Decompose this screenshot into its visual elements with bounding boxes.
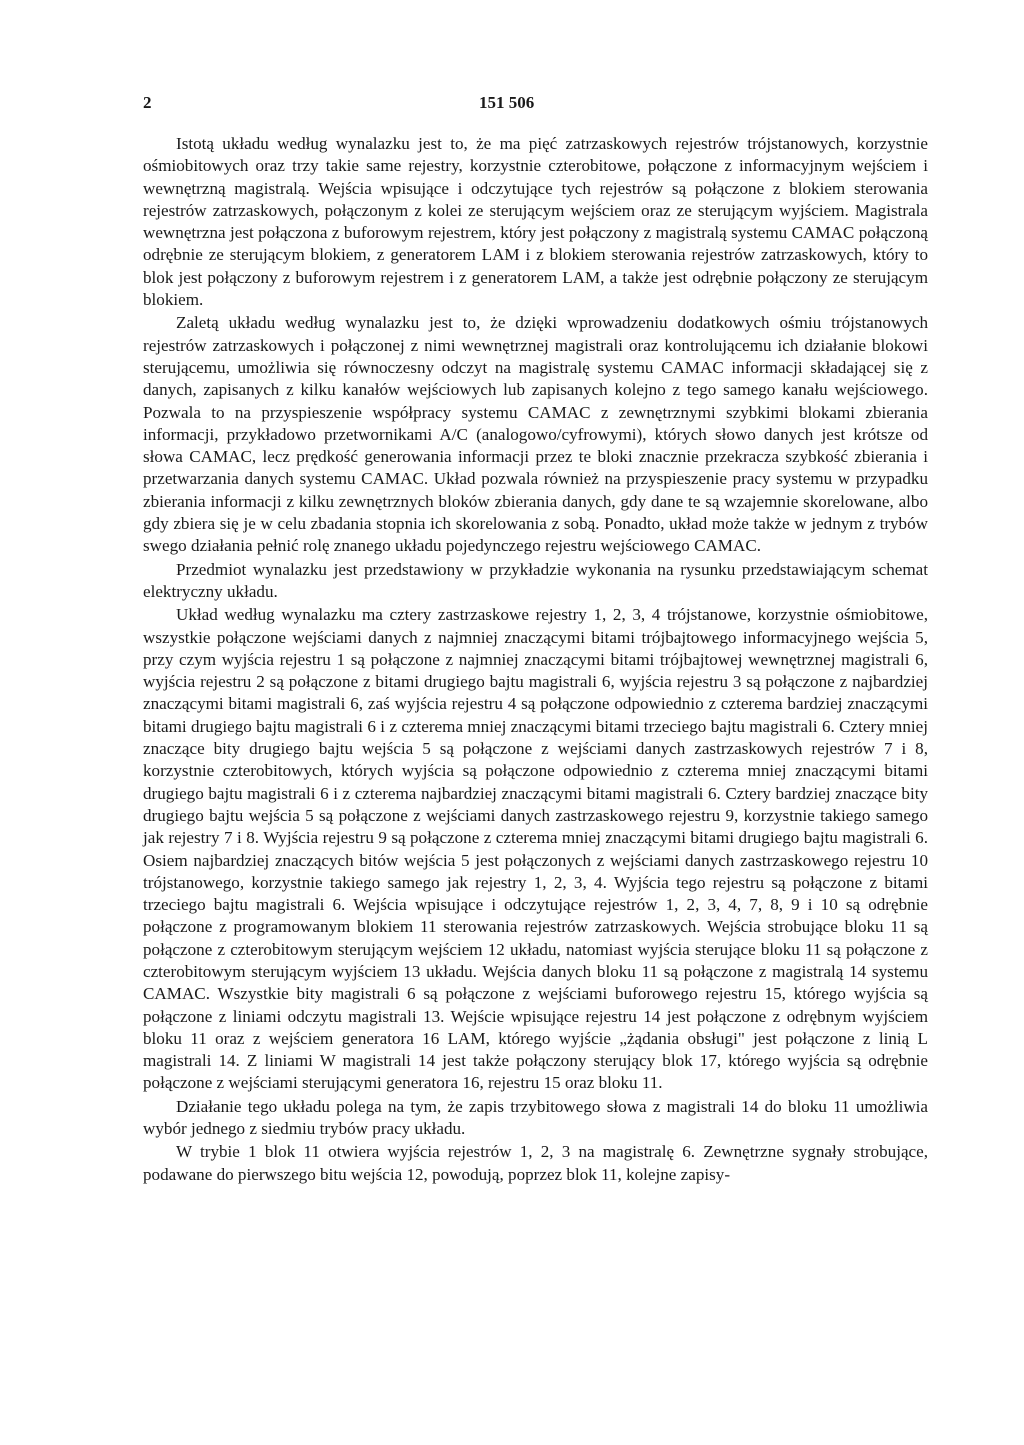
paragraph: Działanie tego układu polega na tym, że zapis trzybitowego słowa z magistrali 14 do bloku 11 umożliwia wybór jednego z siedmiu trybów pracy układu. (143, 1096, 928, 1139)
paragraph: Istotą układu według wynalazku jest to, że ma pięć zatrzaskowych rejestrów trójstanowych, korzystnie ośmiobitowych oraz trzy takie same rejestry, korzystnie czterobitowe, połączone z informacyjnym wejściem i wewnętrzną magistralą. Wejścia wpisujące i odczytujące tych rejestrów są połączone z blokiem sterowania rejestrów zatrzaskowych, połączonym z kolei ze sterującym wejściem oraz ze sterującym wyjściem. Magistrala wewnętrzna jest połączona z buforowym rejestrem, który jest połączony z magistralą systemu CAMAC połączoną odrębnie ze sterującym blokiem, z generatorem LAM i z blokiem sterowania rejestrów zatrzaskowych, który to blok jest połączony z buforowym rejestrem i z generatorem LAM, a także jest odrębnie połączony ze sterującym blokiem. (143, 134, 928, 310)
paragraph: W trybie 1 blok 11 otwiera wyjścia rejestrów 1, 2, 3 na magistralę 6. Zewnętrzne sygnały strobujące, podawane do pierwszego bitu wejścia 12, powodują, poprzez blok 11, kolejne zapisy- (143, 1142, 928, 1184)
page-header (143, 93, 930, 117)
body-text (143, 133, 928, 1186)
paragraph: Układ według wynalazku ma cztery zastrzaskowe rejestry 1, 2, 3, 4 trójstanowe, korzystnie ośmiobitowe, wszystkie połączone wejściami danych z najmniej znaczącymi bitami trójbajtowego informacyjnego wejścia 5, przy czym wyjścia rejestru 1 są połączone z najmniej znaczącymi bitami trójbajtowej wewnętrznej magistrali 6, wyjścia rejestru 2 są połączone z bitami drugiego bajtu magistrali 6, wyjścia rejestru 3 są połączone z najbardziej znaczącymi bitami magistrali 6, zaś wyjścia rejestru 4 są połączone odpowiednio z czterema bardziej znaczącymi bitami drugiego bajtu magistrali 6 i z czterema mniej znaczącymi bitami trzeciego bajtu magistrali 6. Cztery mniej znaczące bity drugiego bajtu wejścia 5 są połączone z wejściami danych zastrzaskowych rejestrów 7 i 8, korzystnie czterobitowych, których wyjścia są połączone odpowiednio z czterema mniej znaczącymi bitami drugiego bajtu magistrali 6 i z czterema najbardziej znaczącymi bitami magistrali 6. Cztery bardziej znaczące bity drugiego bajtu wejścia 5 są połączone z wejściami danych zastrzaskowego rejestru 9, korzystnie takiego samego jak rejestry 7 i 8. Wyjścia rejestru 9 są połączone z czterema mniej znaczącymi bitami drugiego bajtu magistrali 6. Osiem najbardziej znaczących bitów wejścia 5 jest połączonych z wejściami danych zastrzaskowego rejestru 10 trójstanowego, korzystnie takiego samego jak rejestry 1, 2, 3, 4. Wyjścia tego rejestru są połączone z bitami trzeciego bajtu magistrali 6. Wejścia wpisujące i odczytujące rejestrów 1, 2, 3, 4, 7, 8, 9 i 10 są odrębnie połączone z programowanym blokiem 11 sterowania rejestrów zatrzaskowych. Wejścia strobujące bloku 11 są połączone z czterobitowym sterującym wejściem 12 układu, natomiast wyjścia sterujące bloku 11 są połączone z czterobitowym sterującym wyjściem 13 układu. Wejścia danych bloku 11 są połączone z magistralą 14 systemu CAMAC. Wszystkie bity magistrali 6 są połączone z wejściami buforowego rejestru 15, którego wyjścia są połączone z liniami odczytu magistrali 13. Wejście wpisujące rejestru 14 jest połączone z odrębnym wyjściem bloku 11 oraz z wejściem generatora 16 LAM, którego wyjście „żądania obsługi" jest połączone z linią L magistrali 14. Z liniami W magistrali 14 jest także połączony sterujący blok 17, którego wyjścia są odrębnie połączone z wejściami sterującymi generatora 16, rejestru 15 oraz bloku 11. (143, 605, 928, 1093)
paragraph: Przedmiot wynalazku jest przedstawiony w przykładzie wykonania na rysunku przedstawiającym schemat elektryczny układu. (143, 559, 928, 601)
document-number: 151 506 (479, 93, 535, 112)
paragraph: Zaletą układu według wynalazku jest to, że dzięki wprowadzeniu dodatkowych ośmiu trójstanowych rejestrów zatrzaskowych i połączonej z nimi wewnętrznej magistrali oraz kontrolującemu ich działanie blokowi sterującemu, umożliwia się równoczesny odczyt na magistralę systemu CAMAC informacji składającej się z danych, zapisanych z kilku kanałów wejściowych lub zapisanych kolejno z tego samego kanału wejściowego. Pozwala to na przyspieszenie współpracy systemu CAMAC z zewnętrznymi szybkimi blokami zbierania informacji, przykładowo przetwornikami A/C (analogowo/cyfrowymi), których słowo danych jest krótsze od słowa CAMAC, lecz prędkość generowania informacji przez te bloki znacznie przekracza szybkość zbierania i przetwarzania danych systemu CAMAC. Układ pozwala również na przyspieszenie pracy systemu w przypadku zbierania informacji z kilku zewnętrznych bloków zbierania danych, gdy dane te są wzajemnie skorelowane, albo gdy zbiera się je w celu zbadania stopnia ich skorelowania z sobą. Ponadto, układ może także w jednym z trybów swego działania pełnić rolę znanego układu pojedynczego rejestru wejściowego CAMAC. (143, 313, 928, 556)
page-number: 2 (143, 93, 152, 112)
